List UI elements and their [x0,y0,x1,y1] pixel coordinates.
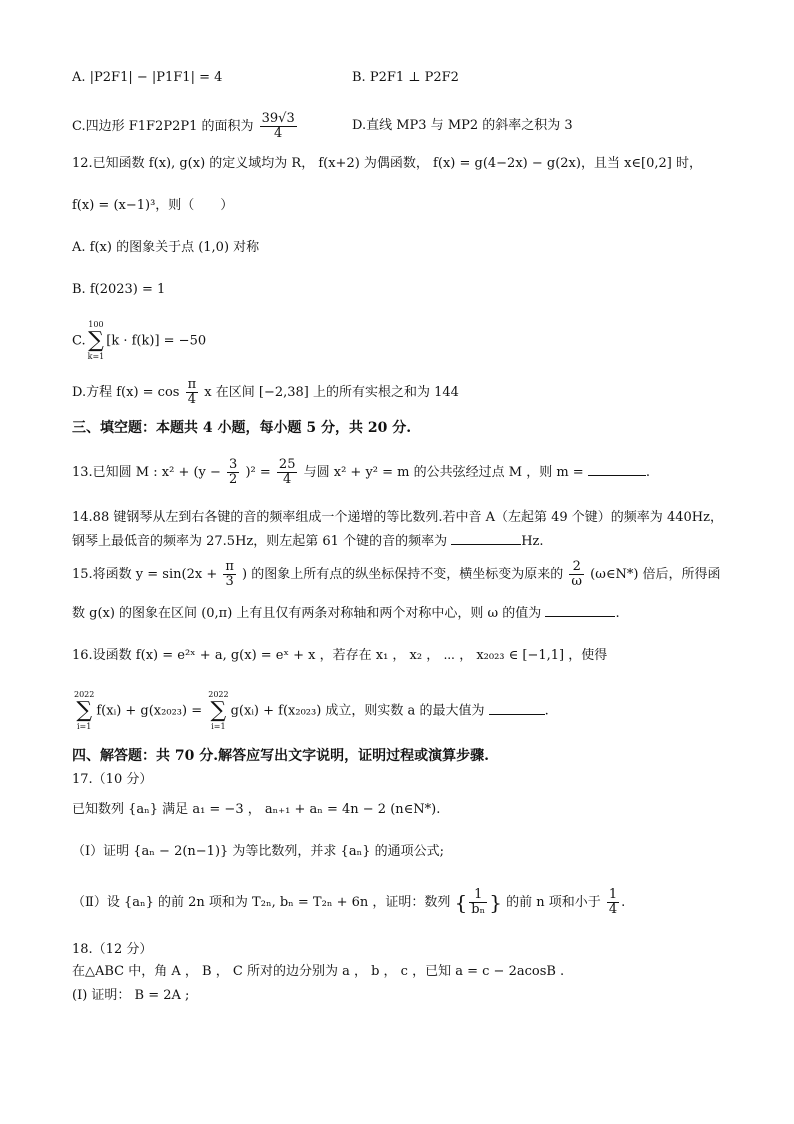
q16-sum-2 [208,690,228,732]
sigma-symbol: ∑ [210,698,227,723]
q12-option-c-sum [88,320,105,362]
q15-line1 [72,560,721,589]
q17-part2-text: （Ⅱ）设 {aₙ} 的前 2n 项和为 T₂ₙ, bₙ = T₂ₙ + 6n ，证明：数列 [72,895,451,910]
q17-part2 [72,888,625,917]
q12-option-d-denominator: 4 [187,392,196,407]
q16-line1: 16.设函数 f(x) = e²ˣ + a, g(x) = eˣ + x ，若存在 x₁ ， x₂ ， ⋯ ， x₂₀₂₃ ∈ [−1,1] ，使得 [72,648,608,663]
q15-frac1-num: π [225,559,234,574]
q13-text-pre: 13.已知圆 M : x² + (y − [72,465,221,480]
q12-option-a: A. f(x) 的图象关于点 (1,0) 对称 [72,240,260,255]
q17-part2-fraction [469,888,487,917]
q18-part1: (Ⅰ) 证明： B = 2A ; [72,988,190,1003]
q16-part2: g(xᵢ) + f(x₂₀₂₃) 成立，则实数 a 的最大值为 [230,703,485,719]
q13-text-post: 与圆 x² + y² = m 的公共弦经过点 M ，则 m = [303,465,584,480]
q17-part2-end: . [621,895,626,910]
q13-frac2-den: 4 [283,472,292,487]
q13-fraction-1 [227,458,239,487]
q12-option-d [72,378,459,407]
q17-frac2-den: 4 [608,902,618,917]
q13-answer-blank[interactable] [588,463,646,476]
q15-text-pre: 15.将函数 y = sin(2x + [72,567,218,582]
q14-line1: 14.88 键钢琴从左到右各键的音的频率组成一个递增的等比数列.若中音 A（左起第 49 个键）的频率为 440Hz， [72,510,723,525]
q15-end: . [615,606,620,621]
sigma-symbol: ∑ [88,328,104,353]
q15-answer-blank[interactable] [545,604,615,617]
q11-option-c [72,112,299,141]
q15-text-mid: ) 的图象上所有点的纵坐标保持不变，横坐标变为原来的 [242,567,564,582]
q11-option-c-denominator: 4 [274,126,283,141]
q13-frac1-den: 2 [229,472,238,487]
q18-heading: 18.（12 分） [72,942,153,957]
q12-option-b: B. f(2023) = 1 [72,282,166,297]
q13-frac1-num: 3 [229,457,238,472]
sigma-symbol: ∑ [76,698,93,723]
q16-sum1-upper: 2022 [74,690,95,699]
q12-stem-line1: 12.已知函数 f(x), g(x) 的定义域均为 R， f(x+2) 为偶函数， f(x) = g(4−2x) − g(2x)，且当 x∈[0,2] 时， [72,156,702,171]
q15-line2-text: 数 g(x) 的图象在区间 (0,π) 上有且仅有两条对称轴和两个对称中心，则 ω 的值为 [72,606,542,621]
q17-part1: （Ⅰ）证明 {aₙ − 2(n−1)} 为等比数列，并求 {aₙ} 的通项公式; [72,844,444,859]
q11-option-c-text: C.四边形 F1F2P2P1 的面积为 [72,119,254,134]
q16-line2 [72,690,549,732]
q13 [72,458,650,487]
q14-line2-text: 钢琴上最低音的频率为 27.5Hz，则左起第 61 个键的音的频率为 [72,534,448,549]
q17-heading: 17.（10 分） [72,772,153,787]
q11-option-b: B. P2F1 ⊥ P2F2 [352,70,459,85]
q15-fraction-1 [223,560,236,589]
q11-option-c-numerator: 39√3 [261,111,295,126]
q14-answer-blank[interactable] [451,532,521,545]
q16-end: . [544,703,549,719]
q17-part2-fraction-2 [607,888,619,917]
q12-stem-line2: f(x) = (x−1)³，则（ ） [72,198,234,213]
q14-line2 [72,532,544,552]
q12-option-c-expr: [k · f(k)] = −50 [106,333,207,349]
q16-sum2-lower: i=1 [211,722,226,731]
right-brace: } [489,890,502,915]
q15-frac1-den: 3 [225,574,234,589]
q17-frac-num: 1 [469,888,487,903]
q16-sum2-upper: 2022 [208,690,229,699]
q12-sum-lower: k=1 [87,352,105,361]
q13-fraction-2 [277,458,298,487]
q17-frac-den: bₙ [471,902,486,917]
q12-option-d-fraction [186,378,199,407]
left-brace: { [454,890,468,915]
q15-line2 [72,604,620,624]
q15-frac2-den: ω [571,574,583,589]
q13-frac2-num: 25 [278,457,296,472]
q12-option-d-numerator: π [187,377,197,392]
q12-option-c-label: C. [72,333,86,349]
q12-sum-upper: 100 [88,320,104,329]
q13-text-mid: )² = [245,465,271,480]
q12-option-d-text: D.方程 f(x) = cos [72,385,180,400]
q16-sum-1 [74,690,94,732]
section-4-heading: 四、解答题：共 70 分.解答应写出文字说明，证明过程或演算步骤. [72,748,489,764]
q13-end: . [645,465,650,480]
q15-fraction-2 [569,560,584,589]
q14-end: Hz. [521,534,544,549]
q11-option-a: A. |P2F1| − |P1F1| = 4 [72,70,223,85]
q16-answer-blank[interactable] [489,702,545,715]
q15-text-post: (ω∈N*) 倍后，所得函 [590,567,721,582]
q12-option-c [72,320,206,362]
q12-option-d-rest: x 在区间 [−2,38] 上的所有实根之和为 144 [204,385,459,400]
q18-stem: 在△ABC 中，角 A ， B ， C 所对的边分别为 a ， b ， c ，已知 a = c − 2acosB . [72,964,565,979]
q11-option-d: D.直线 MP3 与 MP2 的斜率之积为 3 [352,118,573,133]
q11-option-c-fraction [260,112,297,141]
q15-frac2-num: 2 [569,560,584,575]
section-3-heading: 三、填空题：本题共 4 小题，每小题 5 分，共 20 分. [72,420,412,436]
q17-frac2-num: 1 [608,887,618,902]
q17-stem: 已知数列 {aₙ} 满足 a₁ = −3 ， aₙ₊₁ + aₙ = 4n − 2 (n∈N*). [72,802,441,817]
q16-sum1-lower: i=1 [77,722,92,731]
q17-part2-mid: 的前 n 项和小于 [506,895,601,910]
q16-part1: f(xᵢ) + g(x₂₀₂₃) = [96,703,203,719]
